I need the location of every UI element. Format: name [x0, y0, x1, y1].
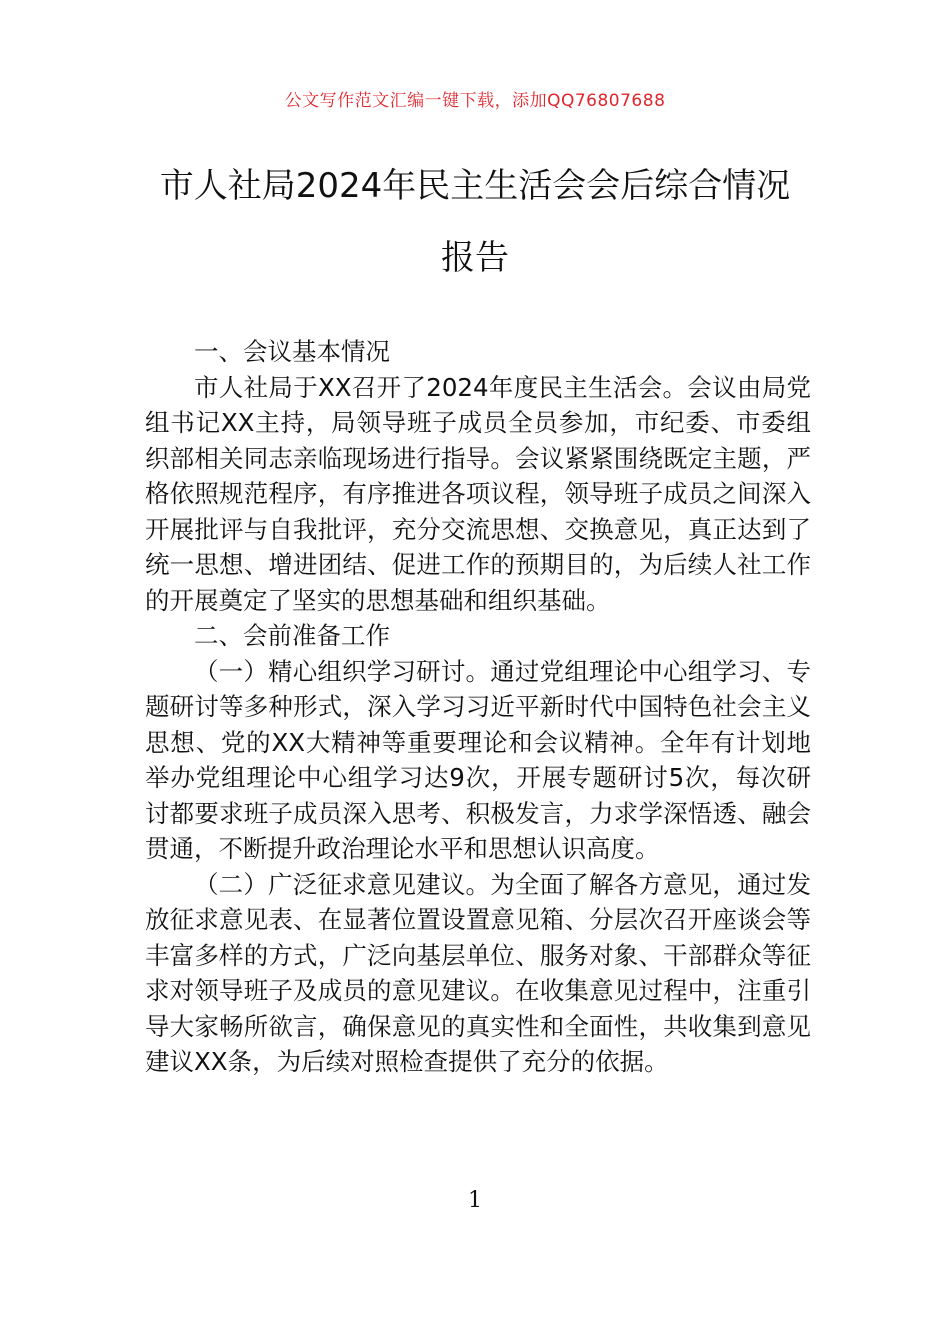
document-title-line-1: 市人社局2024年民主生活会会后综合情况 [159, 166, 791, 206]
page-number: 1 [468, 1188, 482, 1213]
section-heading-meeting-overview: 一、会议基本情况 [194, 337, 390, 366]
document-title [120, 150, 830, 294]
section-heading-preparation: 二、会前准备工作 [194, 621, 390, 650]
download-banner: 公文写作范文汇编一键下载，添加QQ76807688 [284, 91, 666, 111]
document-body [145, 334, 811, 1080]
document-title-line-2: 报告 [441, 238, 509, 278]
paragraph-study-seminar: （一）精心组织学习研讨。通过党组理论中心组学习、专题研讨等多种形式，深入学习习近平新时代中国特色社会主义思想、党的XX大精神等重要理论和会议精神。全年有计划地举办党组理论中心组学习达9次，开展专题研讨5次，每次研讨都要求班子成员深入思考、积极发言，力求学深悟透、融会贯通，不断提升政治理论水平和思想认识高度。 [145, 656, 811, 863]
paragraph-meeting-overview: 市人社局于XX召开了2024年度民主生活会。会议由局党组书记XX主持，局领导班子成员全员参加，市纪委、市委组织部相关同志亲临现场进行指导。会议紧紧围绕既定主题，严格依照规范程序，有序推进各项议程，领导班子成员之间深入开展批评与自我批评，充分交流思想、交换意见，真正达到了统一思想、增进团结、促进工作的预期目的，为后续人社工作的开展奠定了坚实的思想基础和组织基础。 [145, 372, 811, 615]
paragraph-solicit-opinions: （二）广泛征求意见建议。为全面了解各方意见，通过发放征求意见表、在显著位置设置意见箱、分层次召开座谈会等丰富多样的方式，广泛向基层单位、服务对象、干部群众等征求对领导班子及成员的意见建议。在收集意见过程中，注重引导大家畅所欲言，确保意见的真实性和全面性，共收集到意见建议XX条，为后续对照检查提供了充分的依据。 [145, 869, 811, 1076]
